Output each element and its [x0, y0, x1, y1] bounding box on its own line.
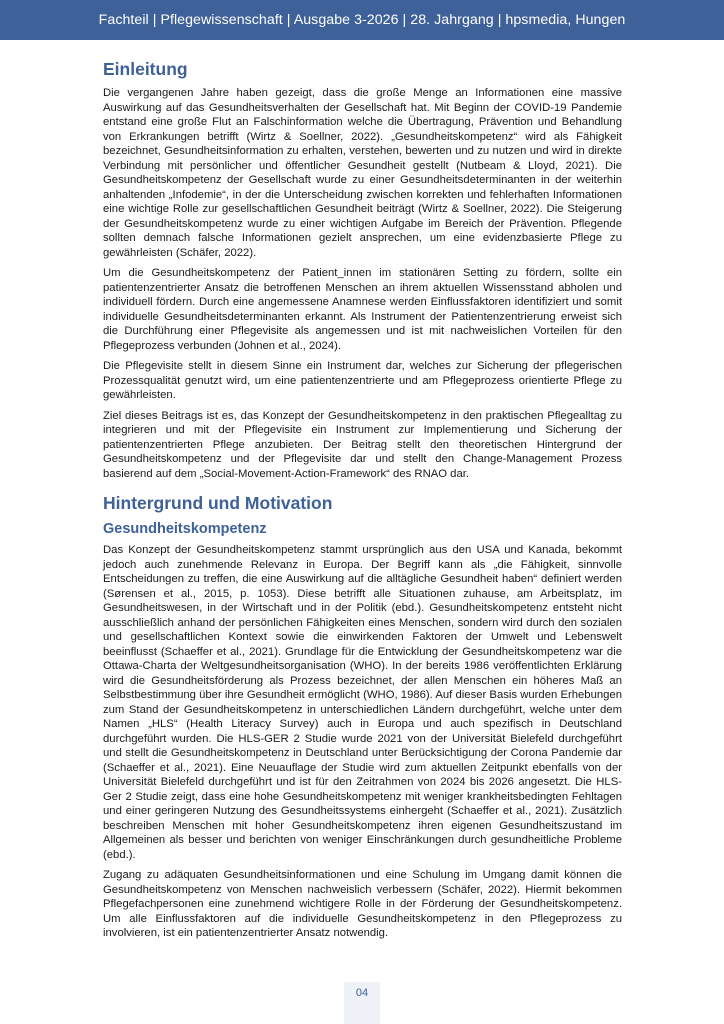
- journal-header: [0, 0, 724, 40]
- subsection-heading: Gesundheitskompetenz: [103, 521, 267, 537]
- page-number: [344, 982, 380, 1024]
- section-heading: Hintergrund und Motivation: [103, 493, 333, 513]
- article-body: [103, 58, 622, 947]
- section-einleitung: [103, 58, 622, 481]
- paragraph: Um die Gesundheitskompetenz der Patient_innen im stationären Setting zu fördern, sollte ein patientenzentrierter Ansatz die betroffenen Menschen an ihrem aktuellen Wissensstand abholen und individuell fördern. Durch eine angemessene Anamnese werden Einflussfaktoren identifiziert und somit individuelle Gesundheitsdeterminanten erkannt. Als Instrument der Patientenzentrierung erweist sich die Durchführung einer Pflegevisite als angemessen und ist mit nachweislichen Vorteilen für den Pflegeprozess verbunden (Johnen et al., 2024).: [103, 267, 622, 352]
- paragraph: Zugang zu adäquaten Gesundheitsinformationen und eine Schulung im Umgang damit können die Gesundheitskompetenz von Menschen nachweislich verbessern (Schäfer, 2022). Hiermit bekommen Pflegefachpersonen eine zunehmend wichtigere Rolle in der Förderung der Gesundheitskompetenz. Um alle Einflussfaktoren auf die individuelle Gesundheitskompetenz in den Pflegeprozess zu involvieren, ist ein patientenzentrierter Ansatz notwendig.: [103, 869, 622, 939]
- paragraph: Das Konzept der Gesundheitskompetenz stammt ursprünglich aus den USA und Kanada, bekommt jedoch auch zunehmende Relevanz in Europa. Der Begriff kann als „die Fähigkeit, sinnvolle Entscheidungen zu treffen, die eine Auswirkung auf die alltägliche Gesundheit haben“ definiert werden (Sørensen et al., 2015, p. 1053). Diese betrifft alle Situationen zuhause, am Arbeitsplatz, im Gesundheitswesen, in der Wirtschaft und in der Politik (ebd.). Gesundheitskompetenz entsteht nicht ausschließlich anhand der persönlichen Fähigkeiten eines Menschen, sondern wird durch den sozialen und gesellschaftlichen Kontext sowie die einwirkenden Faktoren der Umwelt und Lebenswelt beeinflusst (Schaeffer et al., 2021). Grundlage für die Entwicklung der Gesundheitskompetenz war die Ottawa-Charta der Weltgesundheitsorganisation (WHO). In der bereits 1986 veröffentlichten Erklärung wird die Gesundheitsförderung als Prozess bezeichnet, der allen Menschen ein höheres Maß an Selbstbestimmung über ihre Gesundheit ermöglicht (WHO, 1986). Auf dieser Basis wurden Erhebungen zum Stand der Gesundheitskompetenz in unterschiedlichen Ländern durchgeführt, welche unter dem Namen „HLS“ (Health Literacy Survey) auch in Europa und auch spezifisch in Deutschland durchgeführt wurden. Die HLS-GER 2 Studie wurde 2021 von der Universität Bielefeld durchgeführt und stellt die Gesundheitskompetenz in Deutschland unter Berücksichtigung der Corona Pandemie dar (Schaeffer et al., 2021). Eine Neuauflage der Studie wird zum aktuellen Zeitpunkt ebenfalls von der Universität Bielefeld durchgeführt und ist für den Zeitrahmen von 2024 bis 2026 angesetzt. Die HLS-Ger 2 Studie zeigt, dass eine hohe Gesundheitskompetenz mit weniger krankheitsbedingten Fehltagen und einer geringeren Nutzung des Gesundheitssystems einhergeht (Schaeffer et al., 2021). Zusätzlich beschreiben Menschen mit hoher Gesundheitskompetenz ihren eigenen Gesundheitszustand im Allgemeinen als besser und berichten von weniger Einschränkungen durch gesundheitliche Probleme (ebd.).: [103, 544, 622, 861]
- journal-header-text: Fachteil | Pflegewissenschaft | Ausgabe 3-2026 | 28. Jahrgang | hpsmedia, Hungen: [98, 12, 626, 28]
- section-hintergrund: [103, 492, 622, 941]
- paragraph: Die Pflegevisite stellt in diesem Sinne ein Instrument dar, welches zur Sicherung der pflegerischen Prozessqualität genutzt wird, um eine patientenzentrierte und am Pflegeprozess orientierte Pflege zu gewährleisten.: [103, 360, 622, 401]
- section-heading: Einleitung: [103, 59, 188, 79]
- paragraph: Die vergangenen Jahre haben gezeigt, dass die große Menge an Informationen eine massive Auswirkung auf das Gesundheitsverhalten der Gesellschaft hat. Mit Beginn der COVID-19 Pandemie entstand eine große Flut an Falschinformation welche die Übertragung, Prävention und Behandlung von Erkrankungen betrifft (Wirtz & Soellner, 2022). „Gesundheitskompetenz“ wird als Fähigkeit bezeichnet, Gesundheitsinformation zu erhalten, verstehen, bewerten und zu nutzen und wird in direkte Verbindung mit persönlicher und öffentlicher Gesundheit gestellt (Nutbeam & Lloyd, 2021). Die Gesundheitskompetenz der Gesellschaft wurde zu einer Gesundheitsdeterminanten in der weiterhin anhaltenden „Infodemie“, in der die Unterscheidung zwischen korrekten und fehlerhaften Informationen eine wichtige Rolle zur gesellschaftlichen Gesundheit beiträgt (Wirtz & Soellner, 2022). Die Steigerung der Gesundheitskompetenz wurde zu einer wichtigen Aufgabe im Bereich der Prävention. Pflegende sollten demnach falsche Informationen gezielt ansprechen, um eine evidenzbasierte Pflege zu gewährleisten (Schäfer, 2022).: [103, 87, 622, 259]
- paragraph: Ziel dieses Beitrags ist es, das Konzept der Gesundheitskompetenz in den praktischen Pflegealltag zu integrieren und mit der Pflegevisite ein Instrument zur Implementierung und Sicherung der patientenzentrierten Pflege anzubieten. Der Beitrag stellt den theoretischen Hintergrund der Gesundheitskompetenz und der Pflegevisite dar und stellt den Change-Management Prozess basierend auf dem „Social-Movement-Action-Framework“ des RNAO dar.: [103, 409, 622, 480]
- page-number-text: 04: [355, 987, 369, 999]
